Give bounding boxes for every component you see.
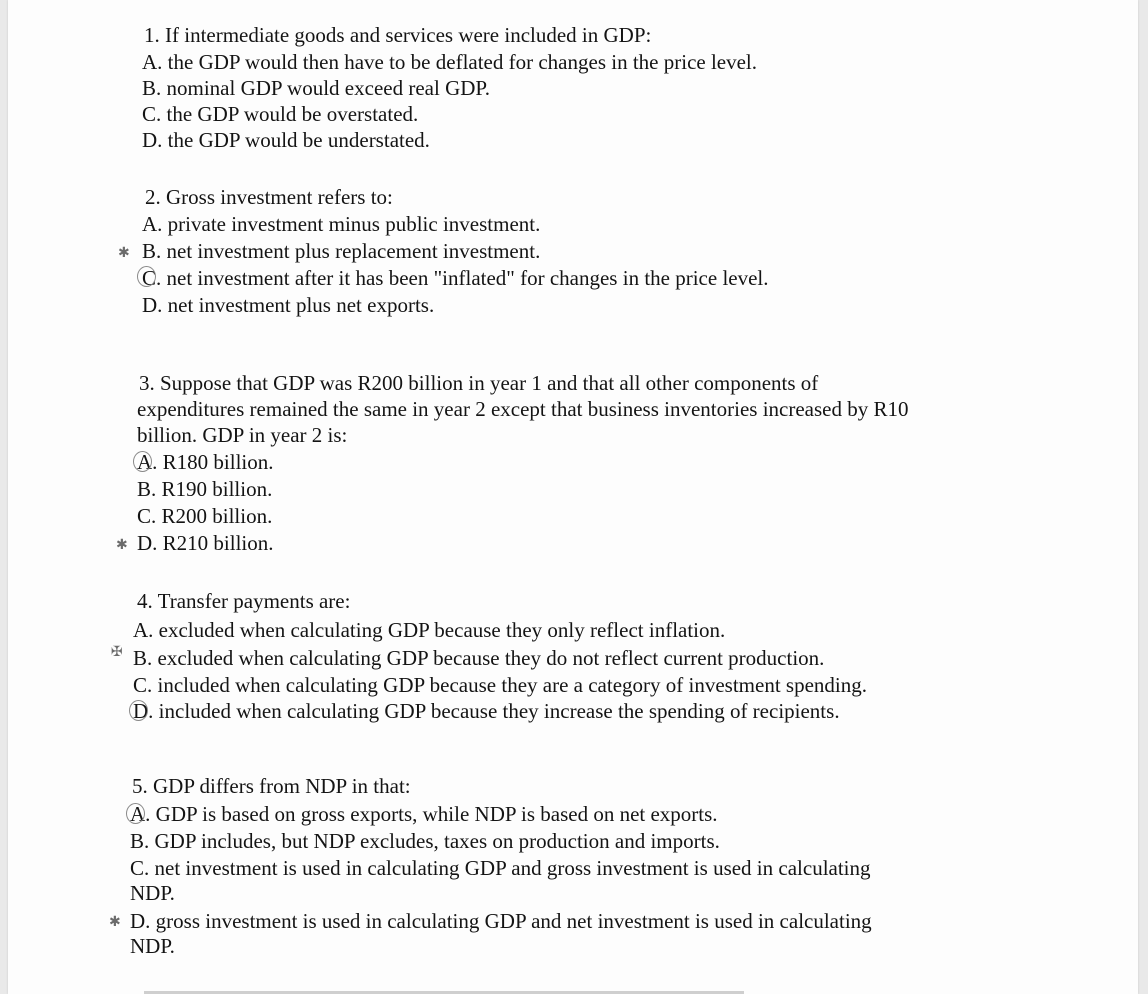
question-4-stem: 4. Transfer payments are: — [137, 589, 351, 613]
answer-circle-mark — [137, 266, 156, 287]
question-1-option-c: C. the GDP would be overstated. — [142, 102, 419, 126]
document-page — [8, 0, 1138, 994]
question-2-option-d: D. net investment plus net exports. — [142, 293, 435, 317]
question-2-option-b: B. net investment plus replacement investment. — [142, 239, 541, 263]
question-5-option-a: A. GDP is based on gross exports, while NDP is based on net exports. — [130, 802, 718, 826]
answer-star-mark: ✱ — [109, 914, 121, 930]
question-5-option-c-continued: NDP. — [130, 881, 175, 905]
question-5-stem: 5. GDP differs from NDP in that: — [132, 774, 411, 798]
question-3-option-b: B. R190 billion. — [137, 477, 273, 501]
question-1-option-b: B. nominal GDP would exceed real GDP. — [142, 76, 490, 100]
question-4-option-d: D. included when calculating GDP because they increase the spending of recipients. — [133, 699, 840, 723]
question-3-stem-line-3: billion. GDP in year 2 is: — [137, 423, 348, 447]
question-1-option-a: A. the GDP would then have to be deflated for changes in the price level. — [142, 50, 758, 74]
question-2-option-a: A. private investment minus public investment. — [142, 212, 541, 236]
question-3-option-c: C. R200 billion. — [137, 504, 273, 528]
question-1-option-d: D. the GDP would be understated. — [142, 128, 430, 152]
answer-tick-mark: ✠ — [111, 644, 123, 660]
question-2-option-c: C. net investment after it has been "inflated" for changes in the price level. — [142, 266, 769, 290]
question-5-option-c: C. net investment is used in calculating GDP and gross investment is used in calculating — [130, 856, 871, 880]
answer-star-mark: ✱ — [118, 245, 130, 261]
question-4-option-c: C. included when calculating GDP because they are a category of investment spending. — [133, 673, 867, 697]
question-5-option-d-continued: NDP. — [130, 934, 175, 958]
question-4-option-b: B. excluded when calculating GDP because they do not reflect current production. — [133, 646, 825, 670]
question-3-stem-line-2: expenditures remained the same in year 2 except that business inventories increased by R10 — [137, 397, 909, 421]
answer-circle-mark — [133, 451, 152, 472]
answer-circle-mark — [129, 700, 148, 721]
question-3-option-d: D. R210 billion. — [137, 531, 274, 555]
question-5-option-d: D. gross investment is used in calculating GDP and net investment is used in calculating — [130, 909, 872, 933]
question-3-stem-line-1: 3. Suppose that GDP was R200 billion in year 1 and that all other components of — [139, 371, 819, 395]
question-2-stem: 2. Gross investment refers to: — [145, 185, 393, 209]
question-4-option-a: A. excluded when calculating GDP because they only reflect inflation. — [133, 618, 726, 642]
question-3-option-a: A. R180 billion. — [137, 450, 274, 474]
question-5-option-b: B. GDP includes, but NDP excludes, taxes on production and imports. — [130, 829, 720, 853]
answer-star-mark: ✱ — [116, 537, 128, 553]
question-1-stem: 1. If intermediate goods and services were included in GDP: — [144, 23, 652, 47]
answer-circle-mark — [126, 803, 145, 824]
